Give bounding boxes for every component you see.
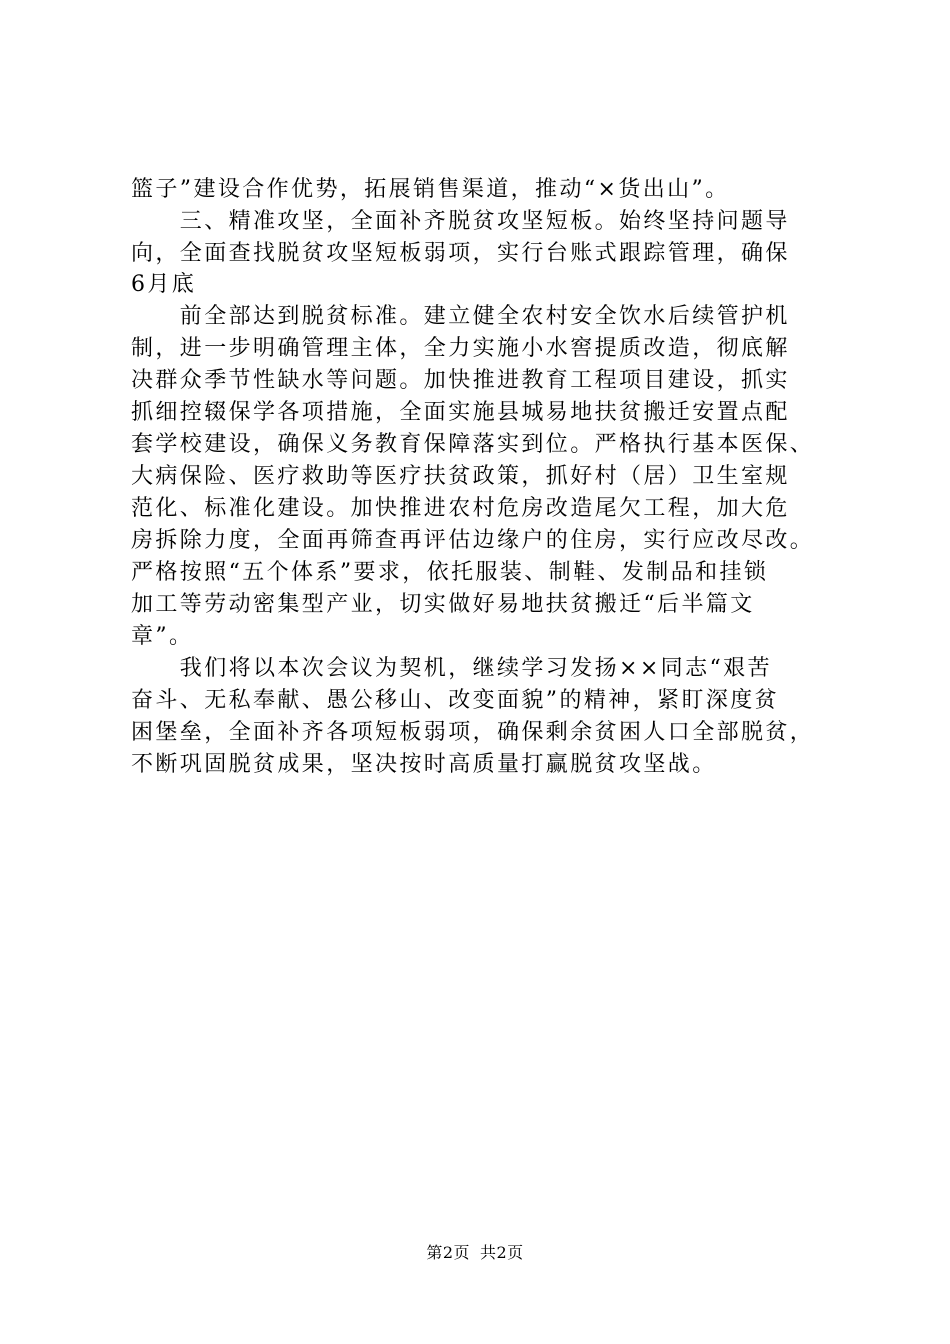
- body-text-line: 篮子”建设合作优势，拓展销售渠道，推动“×货出山”。: [131, 177, 730, 202]
- body-text-line: 套学校建设，确保义务教育保障落实到位。严格执行基本医保、: [131, 432, 815, 457]
- page-footer: [0, 1243, 950, 1263]
- page-number: 第2页: [426, 1243, 470, 1262]
- body-text-line: 大病保险、医疗救助等医疗扶贫政策，抓好村（居）卫生室规: [131, 464, 790, 489]
- body-text-line: 范化、标准化建设。加快推进农村危房改造尾欠工程，加大危: [131, 496, 790, 521]
- page-total: 共2页: [480, 1243, 524, 1262]
- body-text-line: 向，全面查找脱贫攻坚短板弱项，实行台账式跟踪管理，确保: [131, 241, 790, 266]
- body-text-line: 严格按照“五个体系”要求，依托服装、制鞋、发制品和挂锁: [131, 560, 769, 585]
- body-text-line: 前全部达到脱贫标准。建立健全农村安全饮水后续管护机: [131, 304, 790, 329]
- body-text-line: 加工等劳动密集型产业，切实做好易地扶贫搬迁“后半篇文: [131, 592, 755, 617]
- body-text-line: 6月底: [131, 272, 197, 297]
- body-text-line: 抓细控辍保学各项措施，全面实施县城易地扶贫搬迁安置点配: [131, 400, 790, 425]
- body-text-line: 章”。: [131, 624, 194, 649]
- body-text-line: 不断巩固脱贫成果，坚决按时高质量打赢脱贫攻坚战。: [131, 752, 717, 777]
- body-text-line: 困堡垒，全面补齐各项短板弱项，确保剩余贫困人口全部脱贫，: [131, 720, 815, 745]
- body-text-line: 房拆除力度，全面再筛查再评估边缘户的住房，实行应改尽改。: [131, 528, 815, 553]
- body-text-line: 我们将以本次会议为契机，继续学习发扬××同志“艰苦: [131, 656, 772, 681]
- body-text-line: 决群众季节性缺水等问题。加快推进教育工程项目建设，抓实: [131, 368, 790, 393]
- body-text-line: 三、精准攻坚，全面补齐脱贫攻坚短板。始终坚持问题导: [131, 209, 790, 234]
- body-text-line: 奋斗、无私奉献、愚公移山、改变面貌”的精神，紧盯深度贫: [131, 688, 780, 713]
- body-text-line: 制，进一步明确管理主体，全力实施小水窖提质改造，彻底解: [131, 336, 790, 361]
